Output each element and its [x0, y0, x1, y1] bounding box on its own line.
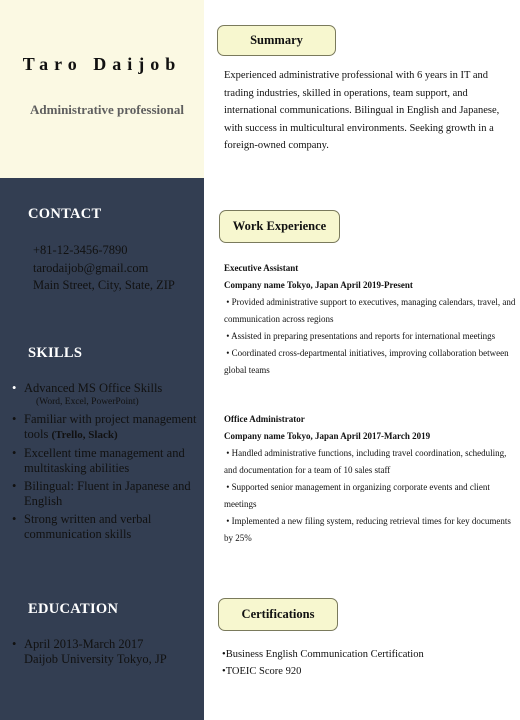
skill-item: • Excellent time management and multitasking abilities — [12, 446, 185, 475]
certification-item: •TOEIC Score 920 — [222, 666, 302, 677]
job-entry — [224, 411, 516, 547]
contact-details — [33, 242, 175, 295]
certification-item: •Business English Communication Certification — [222, 649, 424, 660]
job-duty: • Handled administrative functions, including travel coordination, scheduling, and documentation for a team of 10 sales staff — [224, 448, 507, 475]
skill-tail: (Trello, Slack) — [51, 429, 118, 441]
skill-text: Familiar with project management tools — [24, 412, 197, 441]
job-duty-text: Supported senior management in organizing corporate events and client meetings — [224, 482, 490, 509]
job-company: Company name Tokyo, Japan April 2017-March 2019 — [224, 431, 431, 441]
job-duty-text: Handled administrative functions, including travel coordination, scheduling, and documentation for a team of 10 sales staff — [224, 448, 507, 475]
education-heading: EDUCATION — [28, 601, 119, 617]
skill-item: • Strong written and verbal communication skills — [12, 512, 152, 541]
skills-list — [12, 381, 202, 545]
education-entry — [12, 637, 202, 670]
skill-item: • Familiar with project management tools (Trello, Slack) — [12, 412, 197, 441]
certifications-heading: Certifications — [218, 598, 338, 631]
certification-text: TOEIC Score 920 — [225, 666, 302, 677]
summary-heading: Summary — [217, 25, 336, 56]
contact-address: Main Street, City, State, ZIP — [33, 278, 175, 292]
job-title: Executive Assistant — [224, 263, 299, 273]
candidate-role: Administrative professional — [30, 102, 184, 117]
skill-item: • Advanced MS Office Skills (Word, Excel, PowerPoint) — [12, 381, 202, 409]
job-title: Office Administrator — [224, 414, 305, 424]
education-school: Daijob University Tokyo, JP — [24, 652, 167, 666]
job-duty-text: Provided administrative support to executives, managing calendars, travel, and communication across regions — [224, 297, 516, 324]
header-panel — [0, 0, 204, 178]
contact-email: tarodaijob@gmail.com — [33, 260, 149, 275]
skill-text: Advanced MS Office Skills — [24, 381, 163, 395]
contact-heading: CONTACT — [28, 206, 102, 222]
job-duty-text: Assisted in preparing presentations and reports for international meetings — [231, 331, 496, 341]
job-duty-text: Coordinated cross-departmental initiatives, improving collaboration between global teams — [224, 348, 509, 375]
summary-text: Experienced administrative professional with 6 years in IT and trading industries, skilled in operations, team support, and international communications. Bilingual in English and Japanese, with success in multicultural environments. Seeking growth in a foreign-owned company. — [224, 70, 500, 151]
job-duty: • Supported senior management in organizing corporate events and client meetings — [224, 482, 490, 509]
skill-sub: (Word, Excel, PowerPoint) — [36, 397, 139, 407]
job-company: Company name Tokyo, Japan April 2019-Present — [224, 280, 413, 290]
certifications-list — [222, 646, 424, 680]
work-experience-heading: Work Experience — [219, 210, 340, 243]
job-duty-text: Implemented a new filing system, reducing retrieval times for key documents by 25% — [224, 516, 511, 543]
education-item: • April 2013-March 2017 Daijob University Tokyo, JP — [12, 637, 167, 666]
job-duty: • Assisted in preparing presentations and reports for international meetings — [224, 331, 496, 341]
skills-heading: SKILLS — [28, 345, 83, 361]
skill-item: • Bilingual: Fluent in Japanese and English — [12, 479, 191, 508]
candidate-name: Taro Daijob — [22, 54, 182, 74]
job-duty: • Provided administrative support to executives, managing calendars, travel, and communication across regions — [224, 297, 516, 324]
job-duty: • Coordinated cross-departmental initiatives, improving collaboration between global teams — [224, 348, 509, 375]
contact-phone: +81-12-3456-7890 — [33, 243, 128, 257]
skill-text: Strong written and verbal communication skills — [24, 512, 152, 541]
job-entry — [224, 260, 516, 379]
education-dates: April 2013-March 2017 — [24, 637, 144, 651]
skill-text: Bilingual: Fluent in Japanese and English — [24, 479, 191, 508]
job-duty: • Implemented a new filing system, reducing retrieval times for key documents by 25% — [224, 516, 511, 543]
skill-text: Excellent time management and multitasking abilities — [24, 446, 185, 475]
certification-text: Business English Communication Certification — [225, 649, 424, 660]
